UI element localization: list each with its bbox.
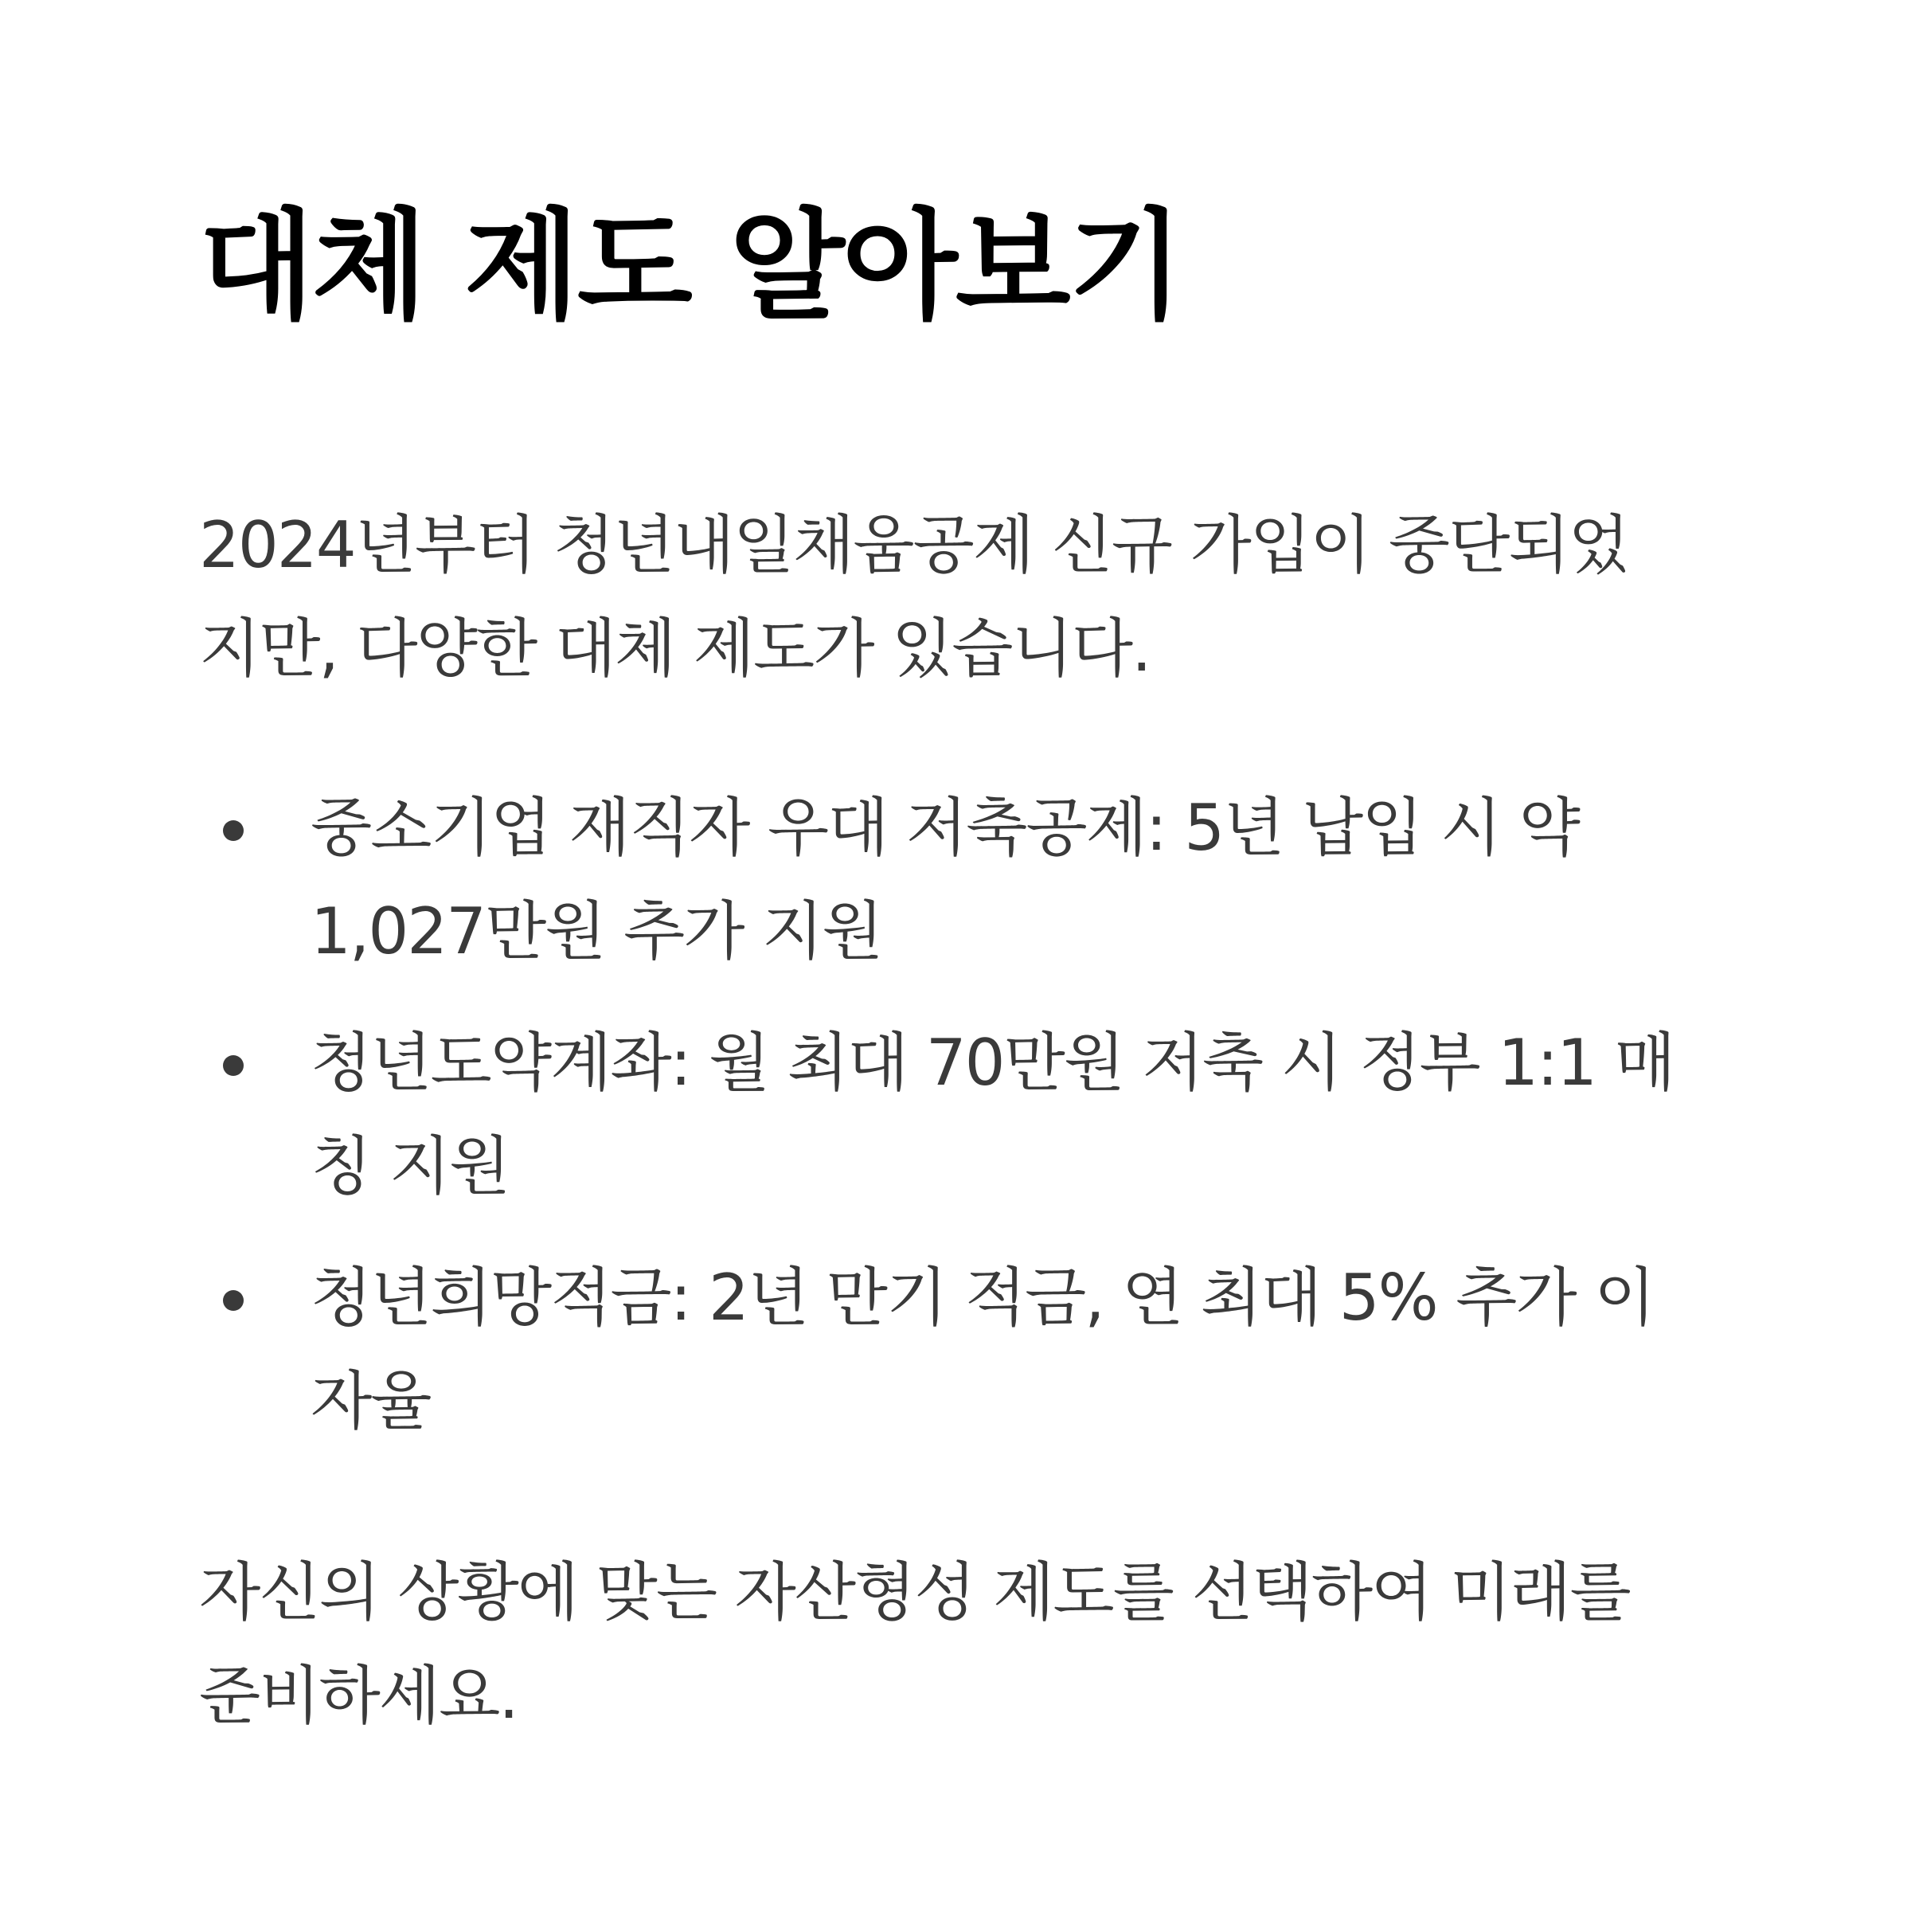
list-item bbox=[199, 1246, 1728, 1453]
bullet-icon bbox=[223, 1055, 244, 1076]
intro-line-1: 2024년부터 청년내일채움공제 신규 가입이 중단되었 bbox=[199, 508, 1628, 582]
list-item-line-2: 자율 bbox=[311, 1364, 431, 1438]
intro-paragraph bbox=[199, 494, 1712, 701]
outro-paragraph bbox=[199, 1541, 1728, 1748]
list-item bbox=[199, 776, 1728, 984]
bullet-icon bbox=[223, 1290, 244, 1311]
list-item-line-1: 중소기업 재직자 우대 저축공제: 5년 납입 시 약 bbox=[311, 791, 1579, 865]
list-item bbox=[199, 1011, 1728, 1218]
list-item-line-1: 청년도약계좌: 월 최대 70만원 저축 시 정부 1:1 매 bbox=[311, 1026, 1675, 1100]
outro-line-1: 자신의 상황에 맞는 자산형성 제도를 선택하여 미래를 bbox=[199, 1555, 1630, 1629]
intro-line-2: 지만, 다양한 대체 제도가 있습니다. bbox=[199, 612, 1151, 686]
bullet-icon bbox=[223, 820, 244, 841]
outro-line-2: 준비하세요. bbox=[199, 1659, 518, 1733]
list-item-line-2: 칭 지원 bbox=[311, 1129, 510, 1203]
page-title: 대체 제도 알아보기 bbox=[199, 198, 1182, 336]
benefit-list bbox=[199, 776, 1728, 1481]
list-item-line-2: 1,027만원 추가 지원 bbox=[311, 894, 882, 968]
list-item-line-1: 청년희망적금: 2년 만기 적금, 연 최대 5% 추가 이 bbox=[311, 1261, 1655, 1335]
